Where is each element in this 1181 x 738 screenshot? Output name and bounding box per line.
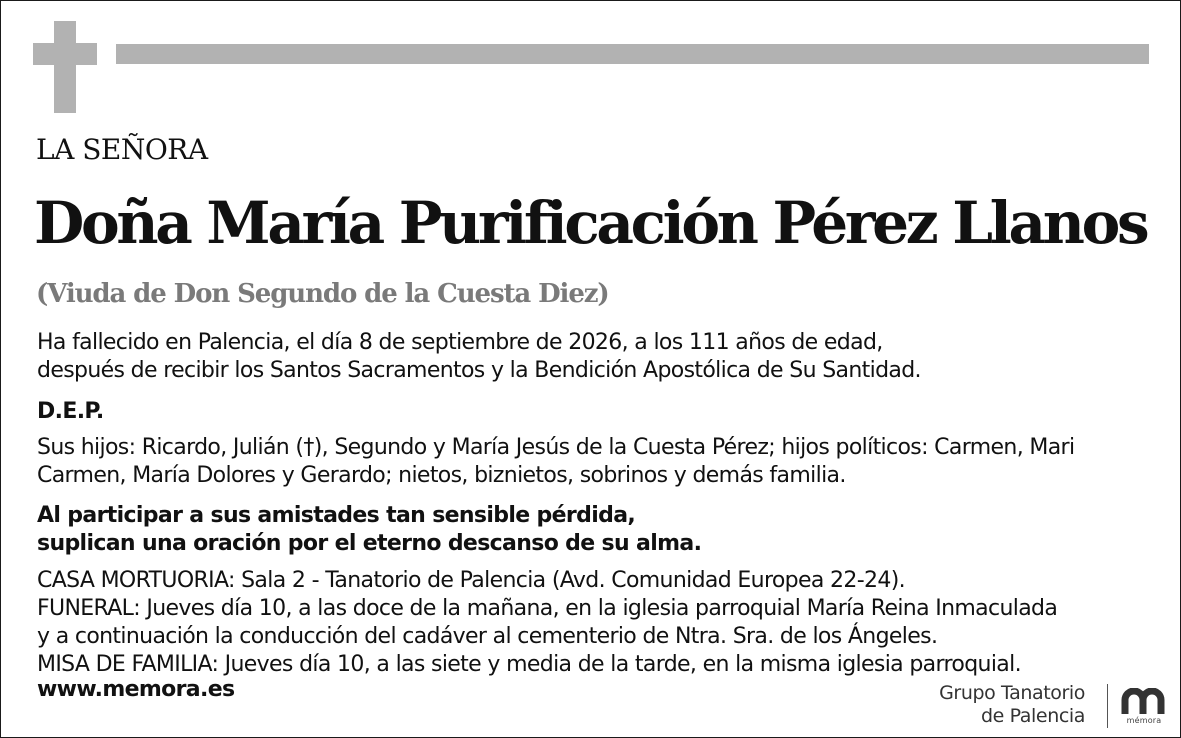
header-bar: [116, 44, 1149, 64]
logo-line-1: Grupo Tanatorio: [939, 682, 1085, 704]
family-line: Sus hijos: Ricardo, Julián (†), Segundo y María Jesús de la Cuesta Pérez; hijos políticos: Carmen, Mari: [37, 435, 1075, 460]
logo-divider: [1107, 684, 1108, 728]
spouse-note: (Viuda de Don Segundo de la Cuesta Diez): [36, 279, 609, 309]
services-line: FUNERAL: Jueves día 10, a las doce de la mañana, en la iglesia parroquial María Reina Inmaculada: [37, 596, 1058, 621]
website-link[interactable]: www.memora.es: [37, 677, 235, 702]
services-line: y a continuación la conducción del cadáver al cementerio de Ntra. Sra. de los Ángeles.: [37, 624, 938, 649]
announcement-line: después de recibir los Santos Sacramentos y la Bendición Apostólica de Su Santidad.: [37, 358, 921, 383]
announcement-line: Ha fallecido en Palencia, el día 8 de septiembre de 2026, a los 111 años de edad,: [37, 330, 883, 355]
title-prefix: LA SEÑORA: [36, 133, 208, 166]
prayer-request: [37, 502, 701, 558]
logo-wordmark: mémora: [1126, 716, 1162, 725]
rip-label: D.E.P.: [37, 399, 104, 424]
family-paragraph: [37, 434, 1074, 490]
logo-text: [939, 682, 1085, 728]
request-line: Al participar a sus amistades tan sensible pérdida,: [37, 503, 636, 528]
services-line: MISA DE FAMILIA: Jueves día 10, a las siete y media de la tarde, en la misma iglesia parroquial.: [37, 652, 1021, 677]
death-announcement: [37, 329, 921, 385]
family-line: Carmen, María Dolores y Gerardo; nietos, biznietos, sobrinos y demás familia.: [37, 463, 846, 488]
funeral-home-logo: [931, 682, 1171, 730]
latin-cross-icon: [33, 21, 97, 113]
deceased-name: Doña María Purificación Pérez Llanos: [34, 189, 1147, 257]
request-line: suplican una oración por el eterno descanso de su alma.: [37, 531, 702, 556]
logo-line-2: de Palencia: [980, 705, 1085, 727]
services-details: [37, 567, 1057, 679]
services-line: CASA MORTUORIA: Sala 2 - Tanatorio de Palencia (Avd. Comunidad Europea 22-24).: [37, 568, 906, 593]
